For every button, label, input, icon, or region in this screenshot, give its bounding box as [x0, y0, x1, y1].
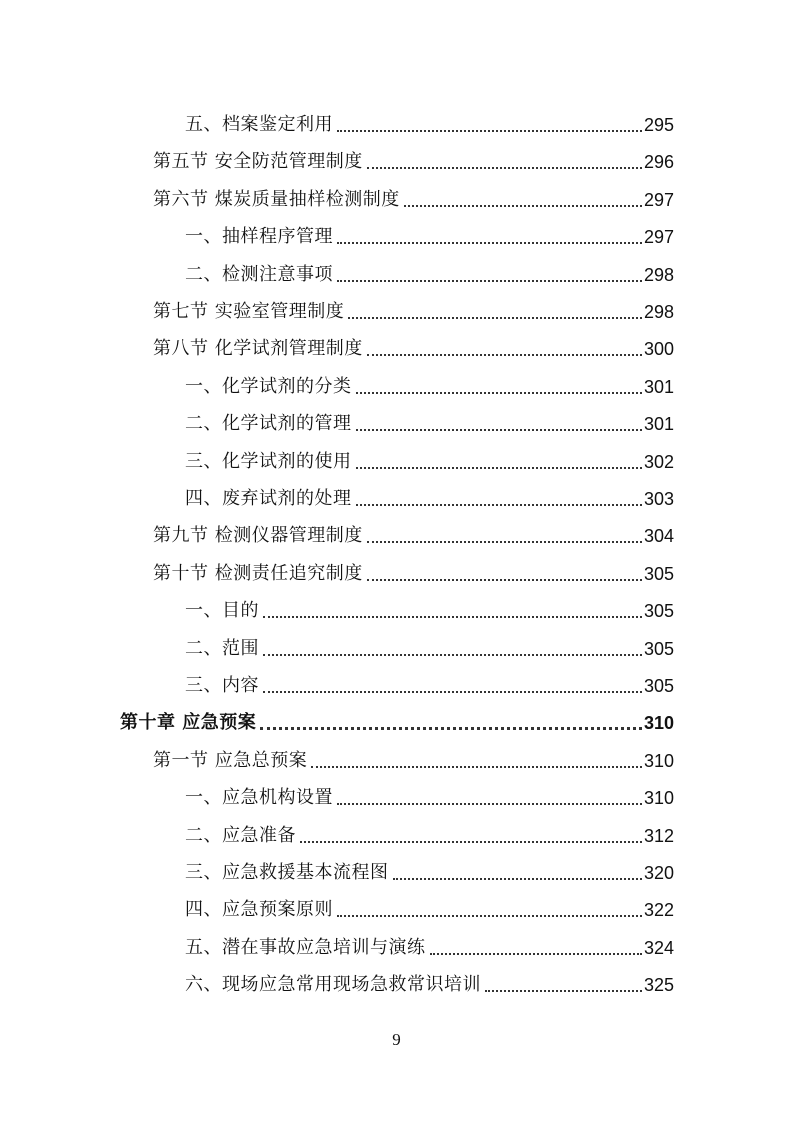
toc-entry-page: 297	[643, 227, 674, 248]
dot-leader	[337, 893, 642, 917]
toc-entry[interactable]	[153, 288, 674, 324]
toc-entry-title: 四、应急预案原则	[185, 899, 333, 921]
dot-leader	[356, 370, 642, 394]
toc-entry-page: 310	[643, 750, 674, 771]
toc-entry-title: 第十节 检测责任追究制度	[153, 562, 363, 584]
toc-entry-title: 三、应急救援基本流程图	[185, 862, 389, 883]
toc-entry-page: 301	[643, 414, 674, 435]
dot-leader	[367, 519, 642, 543]
toc-entry[interactable]	[153, 176, 674, 212]
toc-entry[interactable]	[185, 662, 674, 698]
page-number: 9	[392, 1030, 401, 1049]
toc-entry-page: 298	[643, 264, 674, 285]
dot-leader	[367, 145, 642, 169]
toc-entry-title: 二、化学试剂的管理	[185, 413, 352, 435]
toc-entry-page: 305	[643, 563, 674, 584]
dot-leader	[356, 482, 642, 506]
toc-entry-title: 一、应急机构设置	[185, 787, 333, 809]
toc-entry[interactable]	[120, 699, 674, 735]
toc-entry-title: 第七节 实验室管理制度	[153, 301, 345, 322]
toc-entry[interactable]	[185, 849, 674, 885]
toc-entry-title: 三、化学试剂的使用	[185, 450, 352, 472]
toc-entry[interactable]	[185, 400, 674, 436]
toc-entry[interactable]	[153, 325, 674, 361]
toc-entry[interactable]	[185, 961, 674, 997]
toc-entry[interactable]	[185, 587, 674, 623]
dot-leader	[356, 407, 642, 431]
toc-entry[interactable]	[185, 213, 674, 249]
toc-entry[interactable]	[185, 774, 674, 810]
toc-entry[interactable]	[185, 101, 674, 137]
toc-entry-title: 六、现场应急常用现场急救常识培训	[185, 974, 481, 996]
toc-entry-page: 322	[643, 900, 674, 921]
toc-entry[interactable]	[153, 138, 674, 174]
dot-leader	[337, 781, 642, 805]
toc-entry[interactable]	[185, 363, 674, 399]
toc-entry-page: 305	[643, 601, 674, 622]
toc-entry-page: 325	[643, 975, 674, 996]
toc-entry-page: 320	[643, 863, 674, 883]
toc-entry-title: 二、检测注意事项	[185, 263, 333, 285]
toc-entry[interactable]	[185, 438, 674, 474]
toc-entry-title: 第八节 化学试剂管理制度	[153, 338, 363, 360]
dot-leader	[263, 632, 642, 656]
toc-entry-page: 304	[643, 526, 674, 547]
toc-entry-page: 300	[643, 339, 674, 360]
dot-leader	[337, 220, 642, 244]
toc-entry[interactable]	[185, 812, 674, 848]
toc-entry-page: 324	[643, 937, 674, 958]
toc-entry-title: 第一节 应急总预案	[153, 749, 308, 771]
toc-entry-title: 第九节 检测仪器管理制度	[153, 525, 363, 547]
dot-leader	[430, 931, 642, 955]
dot-leader	[367, 332, 642, 356]
toc-entry-title: 一、目的	[185, 600, 259, 622]
toc-entry-title: 第十章 应急预案	[120, 712, 257, 734]
toc-entry-title: 第五节 安全防范管理制度	[153, 151, 363, 173]
dot-leader	[348, 295, 642, 319]
toc-entry-page: 310	[643, 713, 674, 734]
toc-entry-title: 一、化学试剂的分类	[185, 375, 352, 397]
toc-entry-title: 一、抽样程序管理	[185, 226, 333, 248]
dot-leader	[337, 108, 642, 132]
toc-entry-page: 295	[643, 115, 674, 135]
dot-leader	[337, 258, 642, 282]
toc-entry-title: 五、档案鉴定利用	[185, 114, 333, 135]
toc-entry[interactable]	[153, 737, 674, 773]
toc-entry-title: 四、废弃试剂的处理	[185, 488, 352, 509]
toc-entry-page: 305	[643, 638, 674, 659]
toc-entry-page: 296	[643, 152, 674, 173]
dot-leader	[367, 557, 642, 581]
toc-entry-page: 312	[643, 825, 674, 846]
dot-leader	[393, 856, 642, 880]
dot-leader	[263, 594, 642, 618]
toc-entry[interactable]	[153, 512, 674, 548]
toc-entry[interactable]	[153, 550, 674, 586]
toc-entry-title: 二、应急准备	[185, 824, 296, 846]
toc-entry[interactable]	[185, 625, 674, 661]
toc-entry-page: 297	[643, 189, 674, 210]
dot-leader	[260, 705, 642, 730]
dot-leader	[300, 819, 642, 843]
dot-leader	[404, 183, 642, 207]
toc-entry-title: 三、内容	[185, 675, 259, 696]
toc-entry[interactable]	[185, 886, 674, 922]
dot-leader	[311, 744, 642, 768]
toc-entry-page: 301	[643, 376, 674, 397]
toc-entry-title: 第六节 煤炭质量抽样检测制度	[153, 188, 400, 210]
toc-entry[interactable]	[185, 251, 674, 287]
toc-entry[interactable]	[185, 475, 674, 511]
toc-entry-title: 二、范围	[185, 637, 259, 659]
toc-entry-page: 303	[643, 489, 674, 509]
toc-entry[interactable]	[185, 924, 674, 960]
dot-leader	[263, 669, 642, 693]
dot-leader	[356, 445, 642, 469]
toc-entry-page: 302	[643, 451, 674, 472]
toc-entry-page: 310	[643, 788, 674, 809]
dot-leader	[485, 968, 642, 992]
toc-entry-title: 五、潜在事故应急培训与演练	[185, 936, 426, 958]
toc-entry-page: 298	[643, 302, 674, 322]
toc-entry-page: 305	[643, 676, 674, 696]
